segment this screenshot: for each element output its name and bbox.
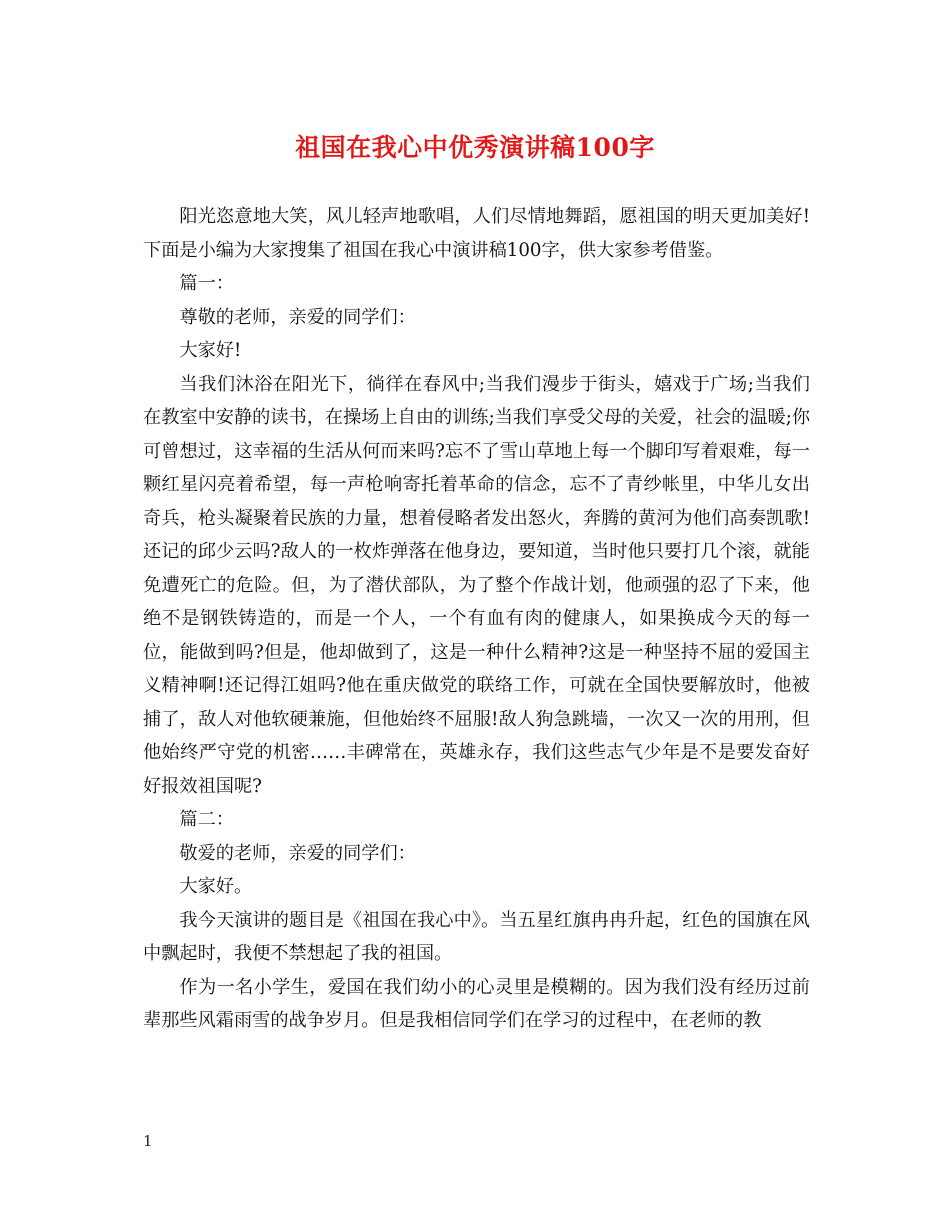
- paragraph-speech-2a: 我今天演讲的题目是《祖国在我心中》。当五星红旗冉冉升起，红色的国旗在风中飘起时，我便不禁想起了我的祖国。: [143, 909, 810, 964]
- document-body: [143, 200, 810, 1038]
- section-heading-2: 篇二：: [179, 809, 234, 830]
- page-number: 1: [143, 1132, 153, 1150]
- document-title: 祖国在我心中优秀演讲稿100字: [295, 133, 655, 162]
- paragraph-speech-2b: 作为一名小学生，爱国在我们幼小的心灵里是模糊的。因为我们没有经历过前辈那些风霜雨雪的战争岁月。但是我相信同学们在学习的过程中，在老师的教: [143, 976, 810, 1031]
- paragraph-intro: 阳光恣意地大笑，风儿轻声地歌唱，人们尽情地舞蹈，愿祖国的明天更加美好!下面是小编为大家搜集了祖国在我心中演讲稿100字，供大家参考借鉴。: [143, 206, 810, 261]
- greeting-2: 大家好。: [179, 876, 253, 897]
- salutation-2: 敬爱的老师，亲爱的同学们：: [179, 842, 416, 864]
- salutation-1: 尊敬的老师，亲爱的同学们：: [179, 306, 416, 328]
- greeting-1: 大家好!: [179, 340, 242, 361]
- paragraph-speech-1: 当我们沐浴在阳光下，徜徉在春风中;当我们漫步于街头，嬉戏于广场;当我们在教室中安静的读书，在操场上自由的训练;当我们享受父母的关爱，社会的温暖;你可曾想过，这幸福的生活从何而来吗?忘不了雪山草地上每一个脚印写着艰难，每一颗红星闪亮着希望，每一声枪响寄托着革命的信念，忘不了青纱帐里，中华儿女出奇兵，枪头凝聚着民族的力量，想着侵略者发出怒火，奔腾的黄河为他们高奏凯歌!还记的邱少云吗?敌人的一枚炸弹落在他身边，要知道，当时他只要打几个滚，就能免遭死亡的危险。但，为了潜伏部队，为了整个作战计划，他顽强的忍了下来，他绝不是钢铁铸造的，而是一个人，一个有血有肉的健康人，如果换成今天的每一位，能做到吗?但是，他却做到了，这是一种什么精神?这是一种坚持不屈的爱国主义精神啊!还记得江姐吗?他在重庆做党的联络工作，可就在全国快要解放时，他被捕了，敌人对他软硬兼施，但他始终不屈服!敌人狗急跳墙，一次又一次的用刑，但他始终严守党的机密……丰碑常在，英雄永存，我们这些志气少年是不是要发奋好好报效祖国呢?: [143, 373, 811, 797]
- section-heading-1: 篇一：: [179, 273, 234, 294]
